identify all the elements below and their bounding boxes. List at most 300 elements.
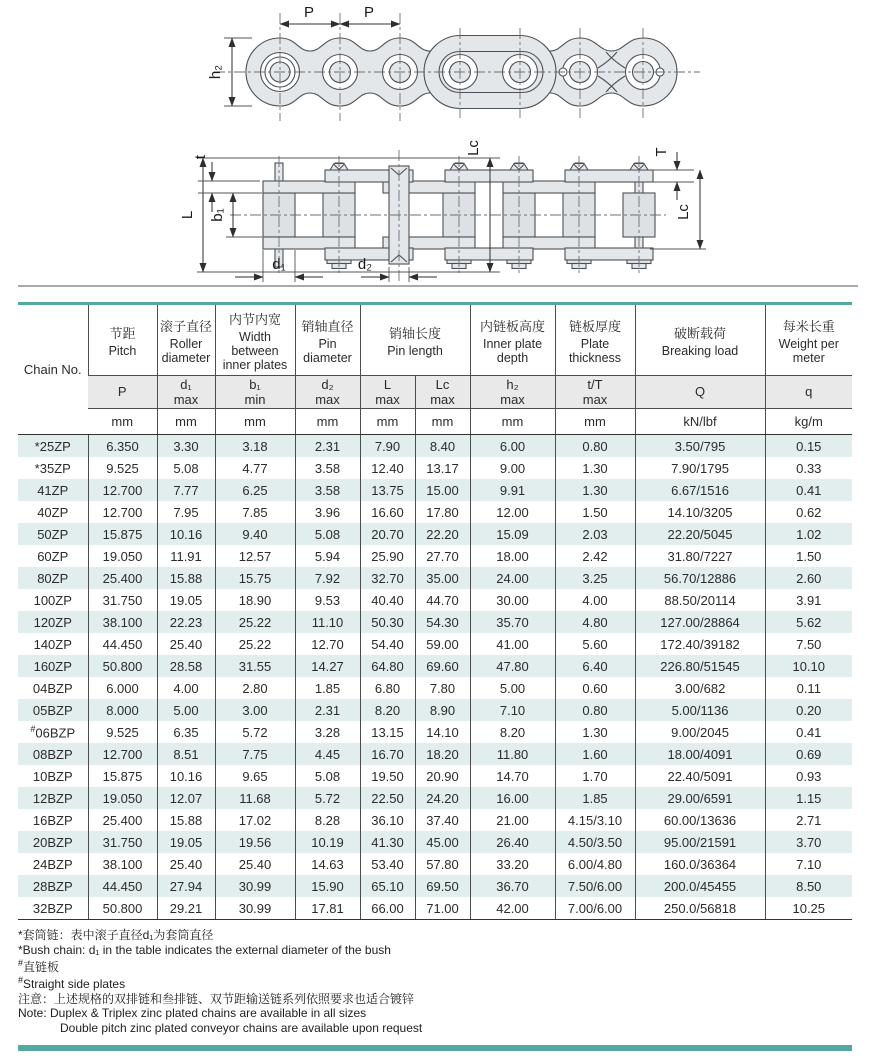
value-cell: 12.07 xyxy=(157,787,215,809)
value-cell: 36.70 xyxy=(470,875,555,897)
value-cell: 6.40 xyxy=(555,655,635,677)
value-cell: 7.90/1795 xyxy=(635,457,765,479)
value-cell: 22.40/5091 xyxy=(635,765,765,787)
value-cell: 69.60 xyxy=(415,655,470,677)
value-cell: 15.875 xyxy=(88,523,157,545)
column-header-en: Weight per meter xyxy=(778,336,839,365)
value-cell: 160.0/36364 xyxy=(635,853,765,875)
value-cell: 1.70 xyxy=(555,765,635,787)
value-cell: 27.70 xyxy=(415,545,470,567)
chain-no-cell: 100ZP xyxy=(33,592,72,608)
table-row xyxy=(18,765,852,787)
table-row xyxy=(18,743,852,765)
value-cell: 12.57 xyxy=(215,545,295,567)
value-cell: 22.50 xyxy=(360,787,415,809)
value-cell: 3.58 xyxy=(295,457,360,479)
chain-no-cell: 24BZP xyxy=(32,856,73,872)
value-cell: 15.09 xyxy=(470,523,555,545)
value-cell: 0.33 xyxy=(765,457,852,479)
value-cell: 6.00/4.80 xyxy=(555,853,635,875)
column-header-zh: 链板厚度 xyxy=(569,318,622,334)
symbol-header: P xyxy=(88,376,157,409)
value-cell: 3.96 xyxy=(295,501,360,523)
value-cell: 29.00/6591 xyxy=(635,787,765,809)
dim-label-lc-mid: Lc xyxy=(465,140,482,156)
value-cell: 2.31 xyxy=(295,699,360,721)
value-cell: 2.42 xyxy=(555,545,635,567)
value-cell: 7.92 xyxy=(295,567,360,589)
symbol-header: b₁ min xyxy=(215,376,295,409)
value-cell: 19.50 xyxy=(360,765,415,787)
chain-plan-shapes xyxy=(18,150,858,286)
footnote-line: #直链板 xyxy=(18,957,60,974)
value-cell: 11.10 xyxy=(295,611,360,633)
value-cell: 8.51 xyxy=(157,743,215,765)
symbol-header: L max xyxy=(360,376,415,409)
value-cell: 19.05 xyxy=(157,589,215,611)
unit-header: mm xyxy=(88,409,157,435)
value-cell: 40.40 xyxy=(360,589,415,611)
bottom-accent-bar xyxy=(18,1045,852,1051)
value-cell: 9.40 xyxy=(215,523,295,545)
value-cell: 4.50/3.50 xyxy=(555,831,635,853)
value-cell: 172.40/39182 xyxy=(635,633,765,655)
value-cell: 2.80 xyxy=(215,677,295,699)
table-row xyxy=(18,523,852,545)
value-cell: 59.00 xyxy=(415,633,470,655)
value-cell: 3.70 xyxy=(765,831,852,853)
value-cell: 6.00 xyxy=(470,435,555,458)
value-cell: 0.69 xyxy=(765,743,852,765)
value-cell: 95.00/21591 xyxy=(635,831,765,853)
value-cell: 32.70 xyxy=(360,567,415,589)
unit-header: mm xyxy=(215,409,295,435)
value-cell: 0.20 xyxy=(765,699,852,721)
chain-no-cell: 08BZP xyxy=(32,746,73,762)
value-cell: 11.68 xyxy=(215,787,295,809)
column-header-en: Pin diameter xyxy=(303,336,352,365)
symbol-header: q xyxy=(765,376,852,409)
header-row-names xyxy=(18,304,852,376)
dim-label-h2: h₂ xyxy=(207,64,224,80)
technical-drawings xyxy=(0,0,870,300)
footnote-line: Double pitch zinc plated conveyor chains are available upon request xyxy=(60,1021,423,1036)
value-cell: 18.90 xyxy=(215,589,295,611)
value-cell: 5.00 xyxy=(470,677,555,699)
value-cell: 54.40 xyxy=(360,633,415,655)
value-cell: 17.80 xyxy=(415,501,470,523)
value-cell: 16.00 xyxy=(470,787,555,809)
value-cell: 25.22 xyxy=(215,633,295,655)
footnotes xyxy=(18,928,870,1036)
chain-spec-table xyxy=(18,302,852,920)
value-cell: 0.41 xyxy=(765,479,852,501)
column-header-en: Plate thickness xyxy=(568,336,622,365)
value-cell: 12.700 xyxy=(88,501,157,523)
value-cell: 22.23 xyxy=(157,611,215,633)
value-cell: 14.63 xyxy=(295,853,360,875)
value-cell: 7.80 xyxy=(415,677,470,699)
value-cell: 8.20 xyxy=(470,721,555,743)
value-cell: 12.700 xyxy=(88,479,157,501)
symbol-header: h₂ max xyxy=(470,376,555,409)
footnote-line: *Bush chain: d₁ in the table indicates the external diameter of the bush xyxy=(18,942,391,957)
value-cell: 31.55 xyxy=(215,655,295,677)
value-cell: 12.70 xyxy=(295,633,360,655)
value-cell: 33.20 xyxy=(470,853,555,875)
value-cell: 1.60 xyxy=(555,743,635,765)
value-cell: 7.50 xyxy=(765,633,852,655)
symbol-header: d₁ max xyxy=(157,376,215,409)
value-cell: 7.90 xyxy=(360,435,415,458)
value-cell: 20.70 xyxy=(360,523,415,545)
chain-side-view-drawing xyxy=(0,0,870,130)
value-cell: 5.62 xyxy=(765,611,852,633)
chain-no-cell: 120ZP xyxy=(33,614,72,630)
chain-silhouette xyxy=(214,13,700,121)
value-cell: 13.17 xyxy=(415,457,470,479)
chain-no-cell: *35ZP xyxy=(34,460,71,476)
value-cell: 8.20 xyxy=(360,699,415,721)
value-cell: 6.25 xyxy=(215,479,295,501)
value-cell: 14.70 xyxy=(470,765,555,787)
unit-header: kg/m xyxy=(765,409,852,435)
value-cell: 4.15/3.10 xyxy=(555,809,635,831)
value-cell: 8.40 xyxy=(415,435,470,458)
value-cell: 53.40 xyxy=(360,853,415,875)
dim-label-p2: P xyxy=(363,4,375,21)
value-cell: 6.000 xyxy=(88,677,157,699)
value-cell: 2.03 xyxy=(555,523,635,545)
value-cell: 27.94 xyxy=(157,875,215,897)
value-cell: 3.25 xyxy=(555,567,635,589)
column-header xyxy=(765,304,852,376)
value-cell: 13.15 xyxy=(360,721,415,743)
chain-no-cell: 10BZP xyxy=(32,768,73,784)
chain-no-cell: 16BZP xyxy=(32,812,73,828)
value-cell: 3.30 xyxy=(157,435,215,458)
chain-no-cell: 40ZP xyxy=(37,504,69,520)
value-cell: 18.00/4091 xyxy=(635,743,765,765)
chain-no-cell: 50ZP xyxy=(37,526,69,542)
column-header-zh: 破断载荷 xyxy=(674,325,727,341)
value-cell: 25.40 xyxy=(157,633,215,655)
value-cell: 28.58 xyxy=(157,655,215,677)
value-cell: 4.80 xyxy=(555,611,635,633)
value-cell: 44.70 xyxy=(415,589,470,611)
value-cell: 18.20 xyxy=(415,743,470,765)
chain-no-cell: 60ZP xyxy=(37,548,69,564)
table-row xyxy=(18,787,852,809)
value-cell: 9.525 xyxy=(88,457,157,479)
dim-label-b1: b₁ xyxy=(209,208,226,222)
value-cell: 14.10/3205 xyxy=(635,501,765,523)
value-cell: 41.30 xyxy=(360,831,415,853)
value-cell: 0.11 xyxy=(765,677,852,699)
pin-tabs xyxy=(327,260,651,269)
value-cell: 14.27 xyxy=(295,655,360,677)
value-cell: 35.70 xyxy=(470,611,555,633)
table-row xyxy=(18,897,852,920)
column-header-en: Roller diameter xyxy=(161,336,211,365)
value-cell: 41.00 xyxy=(470,633,555,655)
column-header-en: Width between inner plates xyxy=(222,329,288,372)
value-cell: 16.70 xyxy=(360,743,415,765)
table-row xyxy=(18,589,852,611)
value-cell: 10.25 xyxy=(765,897,852,920)
footnote-line: 注意：上述规格的双排链和叁排链、双节距输送链系列依照要求也适合镀锌 xyxy=(18,991,415,1006)
chain-no-cell: *25ZP xyxy=(34,438,71,454)
value-cell: 50.800 xyxy=(88,897,157,920)
value-cell: 4.00 xyxy=(555,589,635,611)
column-header-zh: 销轴直径 xyxy=(301,318,354,334)
value-cell: 30.99 xyxy=(215,897,295,920)
dim-label-L: L xyxy=(179,210,196,220)
value-cell: 25.22 xyxy=(215,611,295,633)
value-cell: 8.28 xyxy=(295,809,360,831)
chain-no-cell: #06BZP xyxy=(30,723,76,741)
header-row-units xyxy=(18,409,852,435)
column-header-en: Pin length xyxy=(387,343,443,358)
value-cell: 19.050 xyxy=(88,545,157,567)
symbol-header: Lc max xyxy=(415,376,470,409)
value-cell: 250.0/56818 xyxy=(635,897,765,920)
value-cell: 50.30 xyxy=(360,611,415,633)
unit-header: mm xyxy=(415,409,470,435)
table-row xyxy=(18,611,852,633)
value-cell: 11.91 xyxy=(157,545,215,567)
value-cell: 7.10 xyxy=(470,699,555,721)
value-cell: 9.53 xyxy=(295,589,360,611)
value-cell: 1.15 xyxy=(765,787,852,809)
value-cell: 7.75 xyxy=(215,743,295,765)
value-cell: 37.40 xyxy=(415,809,470,831)
value-cell: 1.50 xyxy=(765,545,852,567)
dim-label-d1: d₁ xyxy=(272,256,286,273)
pin-caps xyxy=(330,164,648,171)
value-cell: 30.99 xyxy=(215,875,295,897)
value-cell: 3.91 xyxy=(765,589,852,611)
value-cell: 12.40 xyxy=(360,457,415,479)
column-header xyxy=(360,304,470,376)
table-row xyxy=(18,457,852,479)
value-cell: 5.08 xyxy=(295,765,360,787)
value-cell: 24.00 xyxy=(470,567,555,589)
value-cell: 7.00/6.00 xyxy=(555,897,635,920)
chain-no-cell: 04BZP xyxy=(32,680,73,696)
value-cell: 24.20 xyxy=(415,787,470,809)
chain-plan-view-drawing xyxy=(0,130,870,300)
column-header xyxy=(157,304,215,376)
value-cell: 65.10 xyxy=(360,875,415,897)
value-cell: 0.62 xyxy=(765,501,852,523)
value-cell: 10.10 xyxy=(765,655,852,677)
column-header-en: Breaking load xyxy=(661,343,739,358)
value-cell: 38.100 xyxy=(88,611,157,633)
value-cell: 10.16 xyxy=(157,523,215,545)
value-cell: 0.15 xyxy=(765,435,852,458)
value-cell: 6.67/1516 xyxy=(635,479,765,501)
value-cell: 30.00 xyxy=(470,589,555,611)
value-cell: 5.00 xyxy=(157,699,215,721)
value-cell: 3.00/682 xyxy=(635,677,765,699)
value-cell: 15.00 xyxy=(415,479,470,501)
header-row-symbols xyxy=(18,376,852,409)
value-cell: 9.525 xyxy=(88,721,157,743)
table-row xyxy=(18,479,852,501)
unit-header: mm xyxy=(470,409,555,435)
value-cell: 47.80 xyxy=(470,655,555,677)
value-cell: 1.30 xyxy=(555,479,635,501)
dim-label-p1: P xyxy=(303,4,315,21)
table-row xyxy=(18,809,852,831)
column-header xyxy=(635,304,765,376)
column-header xyxy=(555,304,635,376)
value-cell: 17.02 xyxy=(215,809,295,831)
value-cell: 5.94 xyxy=(295,545,360,567)
value-cell: 10.16 xyxy=(157,765,215,787)
value-cell: 2.31 xyxy=(295,435,360,458)
unit-header: mm xyxy=(360,409,415,435)
value-cell: 15.90 xyxy=(295,875,360,897)
table-row xyxy=(18,501,852,523)
value-cell: 45.00 xyxy=(415,831,470,853)
value-cell: 0.80 xyxy=(555,435,635,458)
unit-header: mm xyxy=(157,409,215,435)
value-cell: 25.400 xyxy=(88,809,157,831)
value-cell: 19.050 xyxy=(88,787,157,809)
chain-no-header: Chain No. xyxy=(18,304,88,435)
column-header-zh: 节距 xyxy=(109,325,136,341)
value-cell: 5.08 xyxy=(157,457,215,479)
value-cell: 31.80/7227 xyxy=(635,545,765,567)
value-cell: 19.05 xyxy=(157,831,215,853)
value-cell: 36.10 xyxy=(360,809,415,831)
value-cell: 25.400 xyxy=(88,567,157,589)
value-cell: 7.10 xyxy=(765,853,852,875)
value-cell: 25.90 xyxy=(360,545,415,567)
value-cell: 1.85 xyxy=(295,677,360,699)
value-cell: 15.88 xyxy=(157,809,215,831)
value-cell: 0.60 xyxy=(555,677,635,699)
column-header xyxy=(215,304,295,376)
value-cell: 6.35 xyxy=(157,721,215,743)
value-cell: 17.81 xyxy=(295,897,360,920)
value-cell: 200.0/45455 xyxy=(635,875,765,897)
value-cell: 18.00 xyxy=(470,545,555,567)
value-cell: 21.00 xyxy=(470,809,555,831)
value-cell: 10.19 xyxy=(295,831,360,853)
footnote-line: #Straight side plates xyxy=(18,974,126,991)
column-header xyxy=(88,304,157,376)
value-cell: 15.75 xyxy=(215,567,295,589)
footnote-line: *套筒链：表中滚子直径d₁为套筒直径 xyxy=(18,928,214,942)
column-header-zh: 滚子直径 xyxy=(159,318,212,334)
value-cell: 13.75 xyxy=(360,479,415,501)
value-cell: 0.41 xyxy=(765,721,852,743)
chain-no-cell: 20BZP xyxy=(32,834,73,850)
table-row xyxy=(18,853,852,875)
value-cell: 8.90 xyxy=(415,699,470,721)
table-row xyxy=(18,831,852,853)
column-header xyxy=(295,304,360,376)
value-cell: 4.00 xyxy=(157,677,215,699)
chain-no-cell: 05BZP xyxy=(32,702,73,718)
column-header-en: Inner plate depth xyxy=(482,336,543,365)
dim-label-T: T xyxy=(653,147,670,157)
chain-no-cell: 12BZP xyxy=(32,790,73,806)
value-cell: 1.02 xyxy=(765,523,852,545)
value-cell: 26.40 xyxy=(470,831,555,853)
column-header-zh: 内节内宽 xyxy=(228,311,281,327)
value-cell: 7.85 xyxy=(215,501,295,523)
value-cell: 6.350 xyxy=(88,435,157,458)
chain-no-cell: 140ZP xyxy=(33,636,72,652)
value-cell: 11.80 xyxy=(470,743,555,765)
footnote-line: Note: Duplex & Triplex zinc plated chains are available in all sizes xyxy=(18,1006,367,1021)
value-cell: 15.88 xyxy=(157,567,215,589)
table-row xyxy=(18,435,852,458)
value-cell: 3.28 xyxy=(295,721,360,743)
value-cell: 54.30 xyxy=(415,611,470,633)
value-cell: 57.80 xyxy=(415,853,470,875)
table-row xyxy=(18,721,852,743)
value-cell: 22.20/5045 xyxy=(635,523,765,545)
value-cell: 16.60 xyxy=(360,501,415,523)
value-cell: 3.00 xyxy=(215,699,295,721)
dim-label-lc-right: Lc xyxy=(675,204,692,220)
value-cell: 226.80/51545 xyxy=(635,655,765,677)
value-cell: 42.00 xyxy=(470,897,555,920)
value-cell: 5.72 xyxy=(295,787,360,809)
table-row xyxy=(18,875,852,897)
value-cell: 31.750 xyxy=(88,831,157,853)
dim-label-d2: d₂ xyxy=(357,256,373,273)
value-cell: 35.00 xyxy=(415,567,470,589)
value-cell: 88.50/20114 xyxy=(635,589,765,611)
value-cell: 4.77 xyxy=(215,457,295,479)
table-row xyxy=(18,545,852,567)
value-cell: 22.20 xyxy=(415,523,470,545)
value-cell: 44.450 xyxy=(88,633,157,655)
chain-no-cell: 28BZP xyxy=(32,878,73,894)
value-cell: 7.77 xyxy=(157,479,215,501)
value-cell: 4.45 xyxy=(295,743,360,765)
value-cell: 12.00 xyxy=(470,501,555,523)
symbol-header: Q xyxy=(635,376,765,409)
chain-no-cell: 160ZP xyxy=(33,658,72,674)
value-cell: 5.00/1136 xyxy=(635,699,765,721)
value-cell: 1.30 xyxy=(555,721,635,743)
column-header-en: Pitch xyxy=(108,343,137,358)
value-cell: 9.65 xyxy=(215,765,295,787)
symbol-header: t/T max xyxy=(555,376,635,409)
table-row xyxy=(18,655,852,677)
value-cell: 66.00 xyxy=(360,897,415,920)
value-cell: 60.00/13636 xyxy=(635,809,765,831)
value-cell: 9.00/2045 xyxy=(635,721,765,743)
value-cell: 7.95 xyxy=(157,501,215,523)
column-header-zh: 销轴长度 xyxy=(389,325,442,341)
value-cell: 31.750 xyxy=(88,589,157,611)
symbol-header: d₂ max xyxy=(295,376,360,409)
value-cell: 7.50/6.00 xyxy=(555,875,635,897)
value-cell: 3.50/795 xyxy=(635,435,765,458)
value-cell: 5.60 xyxy=(555,633,635,655)
value-cell: 2.71 xyxy=(765,809,852,831)
chain-no-cell: 32BZP xyxy=(18,897,88,920)
table-row xyxy=(18,699,852,721)
